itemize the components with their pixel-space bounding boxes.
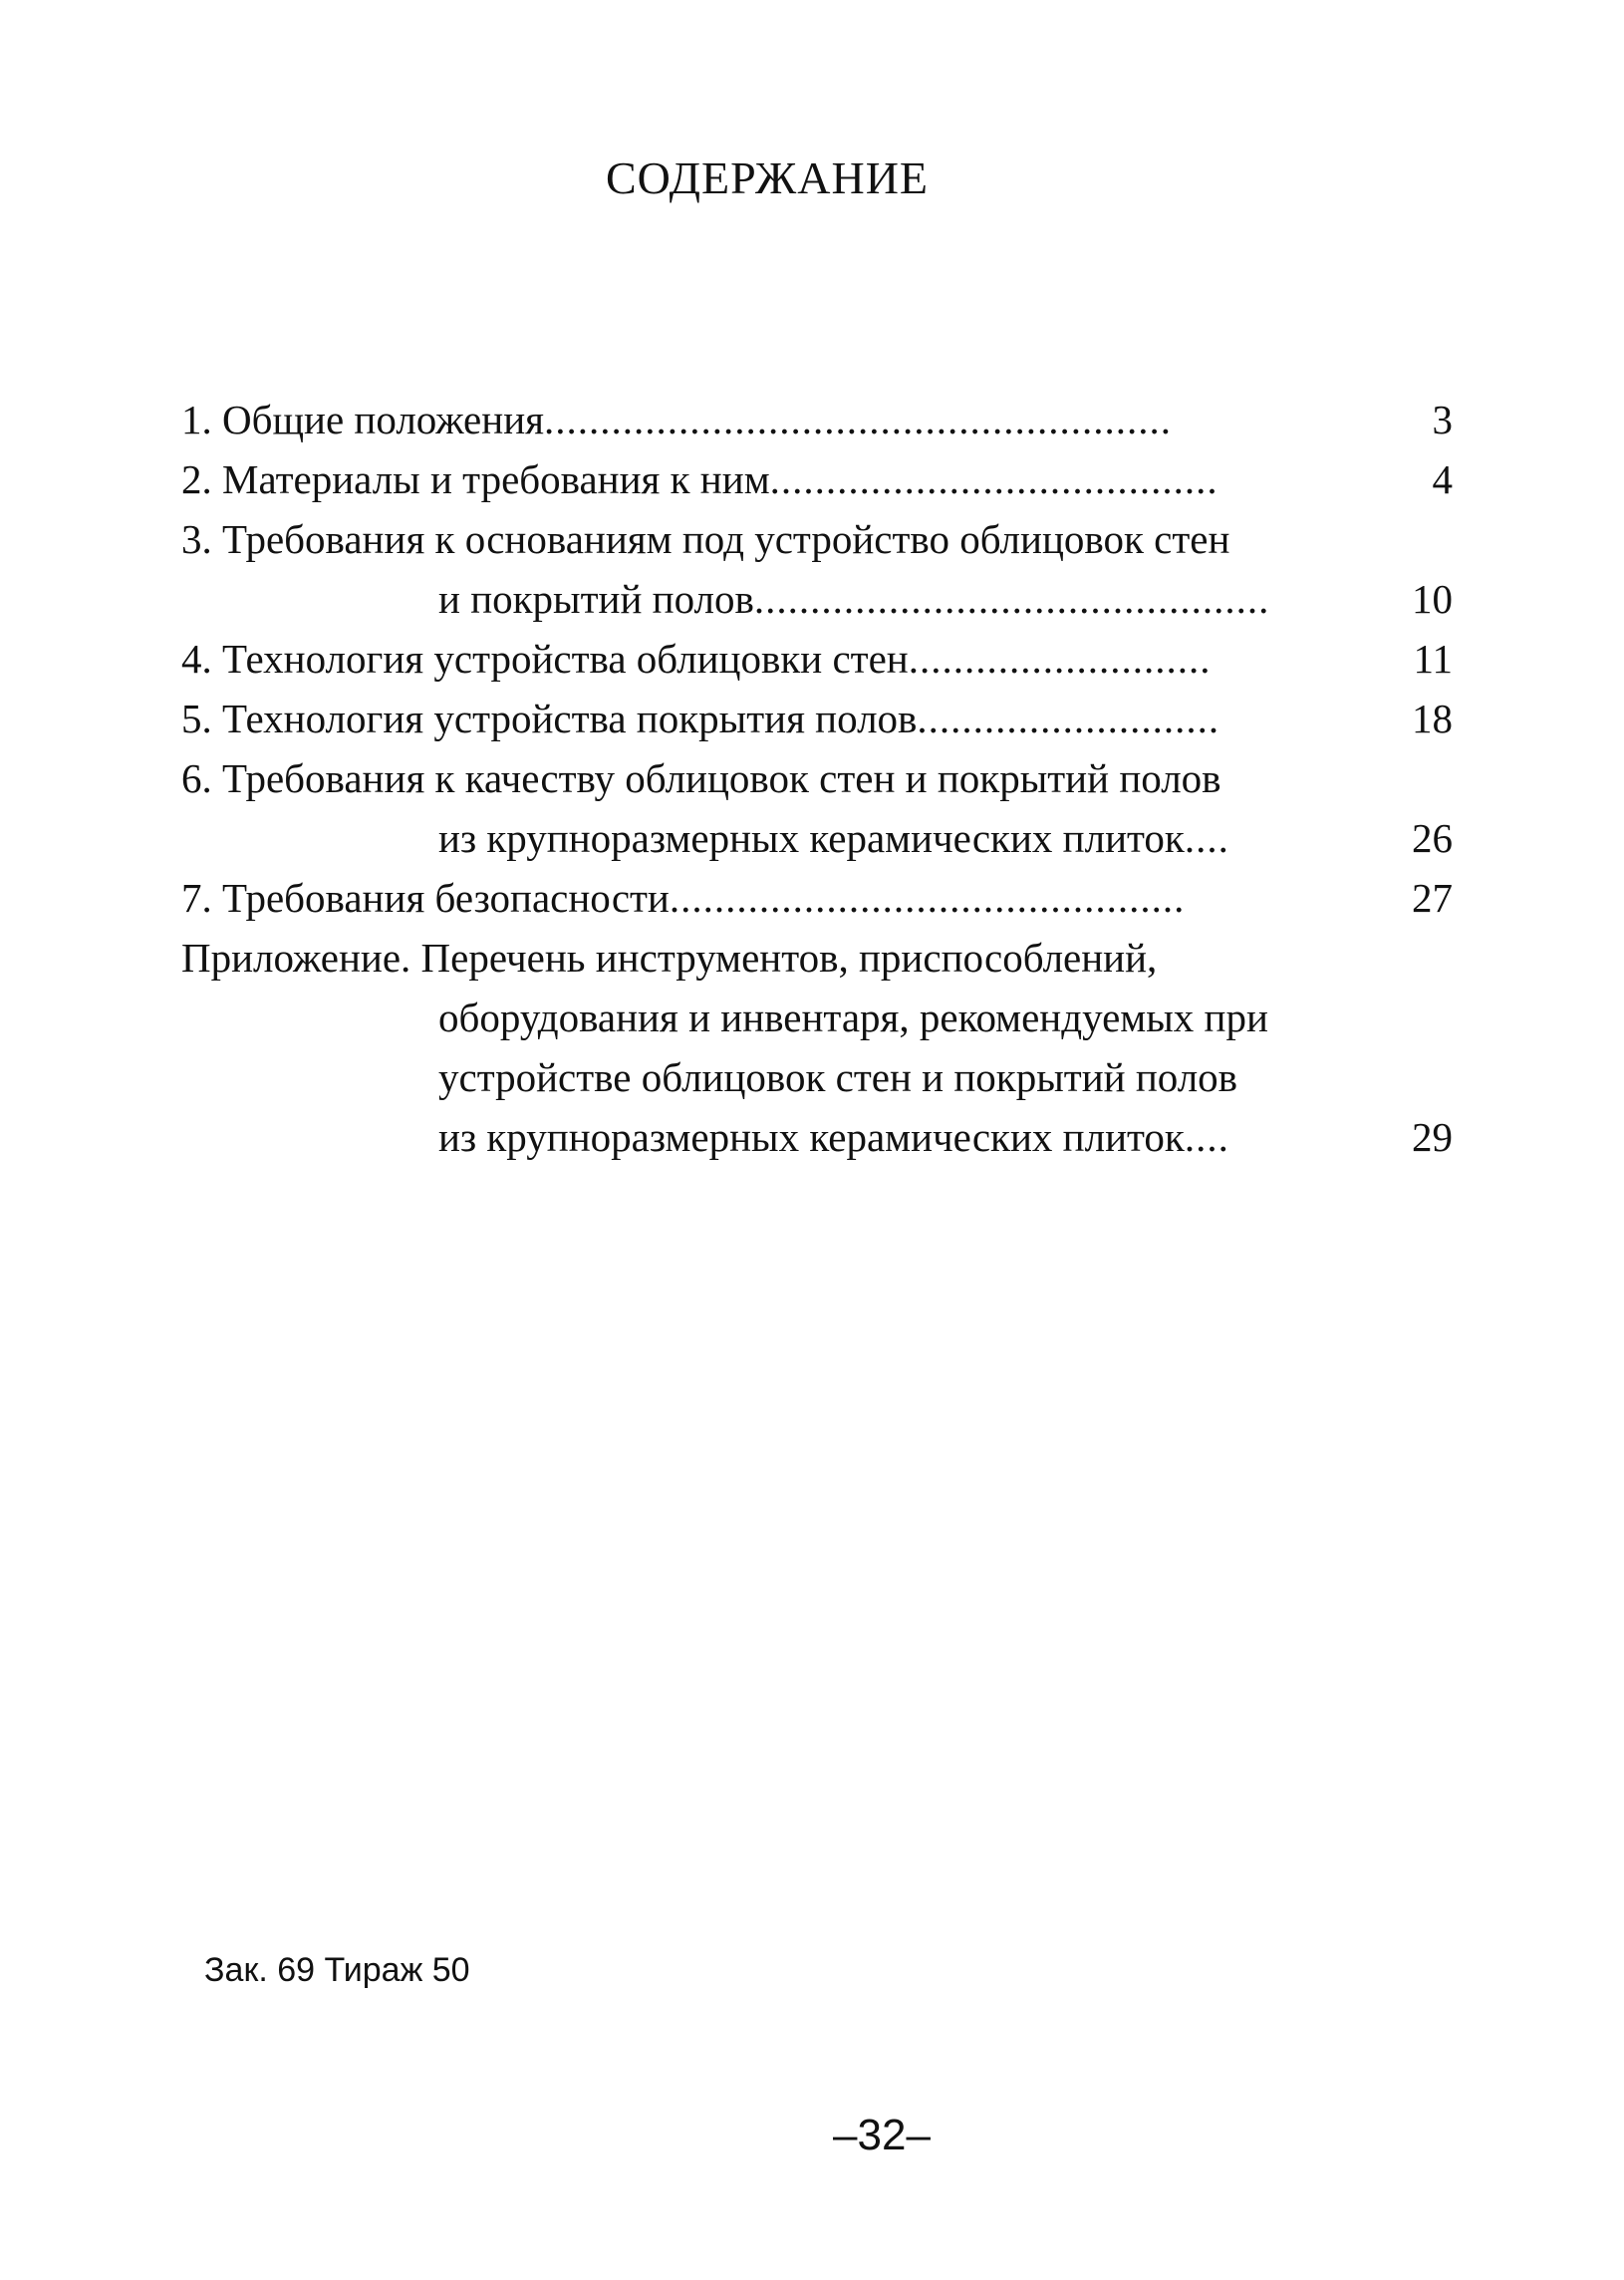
toc-entry-text: и покрытий полов	[438, 576, 754, 622]
toc-dot-leader: ........................................................	[544, 397, 1172, 442]
toc-page-number: 18	[1412, 696, 1453, 741]
toc-page-number: 27	[1412, 875, 1453, 921]
toc-page-number: 11	[1413, 636, 1453, 682]
toc-dot-leader: ...........................	[908, 636, 1212, 682]
toc-entry-text: из крупноразмерных керамических плиток	[438, 815, 1185, 861]
toc-entry-text: 1. Общие положения	[181, 397, 544, 442]
page-title: СОДЕРЖАНИЕ	[605, 152, 930, 203]
toc-page-number: 29	[1412, 1114, 1453, 1160]
toc-entry-text: 3. Требования к основаниям под устройство облицовок стен	[181, 516, 1230, 562]
toc-dot-leader: ..............................................	[753, 576, 1270, 622]
toc-entry-text: из крупноразмерных керамических плиток	[438, 1114, 1185, 1160]
toc-entry-text: 5. Технология устройства покрытия полов	[181, 696, 918, 741]
toc-entry-text: устройстве облицовок стен и покрытий полов	[438, 1054, 1238, 1100]
toc-dot-leader: ..............................................	[669, 875, 1186, 921]
toc-entry-text: 7. Требования безопасности	[181, 875, 670, 921]
toc-dot-leader: ........................................	[769, 456, 1218, 502]
toc-entry-text: 4. Технология устройства облицовки стен	[181, 636, 909, 682]
toc-page-number: 26	[1412, 815, 1453, 861]
toc-entry-text: Приложение. Перечень инструментов, приспособлений,	[181, 935, 1158, 981]
toc-entry-text: 2. Материалы и требования к ним	[181, 456, 770, 502]
toc-page-number: 3	[1432, 397, 1453, 442]
toc-dot-leader: ....	[1184, 1114, 1229, 1160]
page-number: –32–	[833, 2111, 931, 2159]
toc-dot-leader: ...........................	[917, 696, 1220, 741]
toc-page-number: 4	[1432, 456, 1453, 502]
toc-dot-leader: ....	[1184, 815, 1229, 861]
toc-entry-text: оборудования и инвентаря, рекомендуемых при	[438, 995, 1268, 1040]
print-run-info: Зак. 69 Тираж 50	[204, 1951, 470, 1989]
toc-entry-text: 6. Требования к качеству облицовок стен и покрытий полов	[181, 755, 1221, 801]
toc-page-number: 10	[1412, 576, 1453, 622]
